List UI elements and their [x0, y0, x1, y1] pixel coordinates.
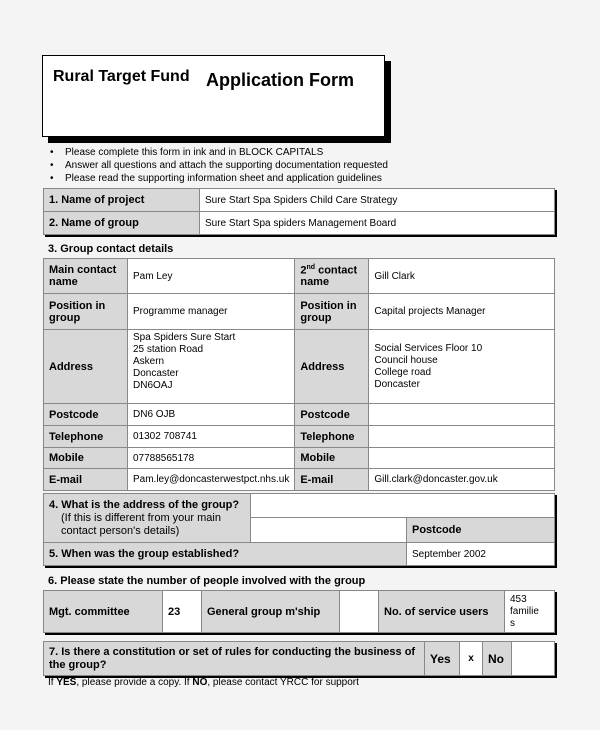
instruction-item: • Please read the supporting information sheet and application guidelines: [50, 172, 388, 185]
position-label: Position in group: [44, 294, 128, 330]
position-label-2: Position in group: [295, 294, 369, 330]
mgt-committee-field[interactable]: 23: [163, 591, 202, 633]
group-postcode-label: Postcode: [407, 518, 555, 543]
second-mobile-field[interactable]: [369, 448, 555, 469]
main-email-field[interactable]: Pam.ley@doncasterwestpct.nhs.uk: [128, 469, 295, 491]
second-email-field[interactable]: Gill.clark@doncaster.gov.uk: [369, 469, 555, 491]
postcode-label-2: Postcode: [295, 404, 369, 426]
mgt-committee-label: Mgt. committee: [44, 591, 163, 633]
second-address-field[interactable]: Social Services Floor 10 Council house College road Doncaster: [369, 330, 555, 404]
form-title-part1: Rural Target Fund: [53, 68, 190, 85]
address-label-2: Address: [295, 330, 369, 404]
main-mobile-field[interactable]: 07788565178: [128, 448, 295, 469]
main-contact-label: Main contact name: [44, 259, 128, 294]
main-position-field[interactable]: Programme manager: [128, 294, 295, 330]
address-label: Address: [44, 330, 128, 404]
service-users-field[interactable]: 453 familie s: [505, 591, 555, 633]
service-users-label: No. of service users: [379, 591, 505, 633]
yes-label: Yes: [425, 642, 460, 676]
email-label-2: E-mail: [295, 469, 369, 491]
instruction-item: • Answer all questions and attach the supporting documentation requested: [50, 159, 388, 172]
footer-note: If YES, please provide a copy. If NO, please contact YRCC for support: [48, 677, 359, 688]
mobile-label-2: Mobile: [295, 448, 369, 469]
people-involved-heading: 6. Please state the number of people involved with the group: [48, 575, 366, 587]
established-field[interactable]: September 2002: [407, 543, 555, 566]
instruction-item: • Please complete this form in ink and in BLOCK CAPITALS: [50, 146, 388, 159]
group-address-field-lower[interactable]: [251, 518, 407, 543]
general-membership-label: General group m'ship: [202, 591, 340, 633]
main-address-field[interactable]: Spa Spiders Sure Start 25 station Road Askern Doncaster DN6OAJ: [128, 330, 295, 404]
contact-details-heading: 3. Group contact details: [48, 243, 174, 255]
no-checkbox[interactable]: [512, 642, 555, 676]
project-name-field[interactable]: Sure Start Spa Spiders Child Care Strategy: [200, 189, 555, 212]
form-title-part2: Application Form: [206, 70, 354, 90]
instructions-list: [50, 146, 388, 185]
mobile-label: Mobile: [44, 448, 128, 469]
established-label: 5. When was the group established?: [44, 543, 407, 566]
group-name-field[interactable]: Sure Start Spa spiders Management Board: [200, 212, 555, 235]
no-label: No: [483, 642, 512, 676]
group-address-field[interactable]: [251, 494, 555, 518]
email-label: E-mail: [44, 469, 128, 491]
constitution-table: [43, 641, 555, 676]
title-box: [42, 55, 385, 137]
contact-table: [43, 258, 555, 491]
general-membership-field[interactable]: [340, 591, 379, 633]
second-contact-name-field[interactable]: Gill Clark: [369, 259, 555, 294]
main-telephone-field[interactable]: 01302 708741: [128, 426, 295, 448]
main-contact-name-field[interactable]: Pam Ley: [128, 259, 295, 294]
second-postcode-field[interactable]: [369, 404, 555, 426]
telephone-label-2: Telephone: [295, 426, 369, 448]
yes-checkbox[interactable]: x: [460, 642, 483, 676]
group-address-table: [43, 493, 555, 566]
second-position-field[interactable]: Capital projects Manager: [369, 294, 555, 330]
constitution-label: 7. Is there a constitution or set of rules for conducting the business of the group?: [44, 642, 425, 676]
postcode-label: Postcode: [44, 404, 128, 426]
people-table: [43, 590, 555, 633]
second-contact-label: 2nd contact name: [295, 259, 369, 294]
group-address-label: 4. What is the address of the group? (If this is different from your main contact person's details): [44, 494, 251, 543]
second-telephone-field[interactable]: [369, 426, 555, 448]
main-postcode-field[interactable]: DN6 OJB: [128, 404, 295, 426]
project-table: [43, 188, 555, 235]
telephone-label: Telephone: [44, 426, 128, 448]
group-name-label: 2. Name of group: [44, 212, 200, 235]
project-name-label: 1. Name of project: [44, 189, 200, 212]
